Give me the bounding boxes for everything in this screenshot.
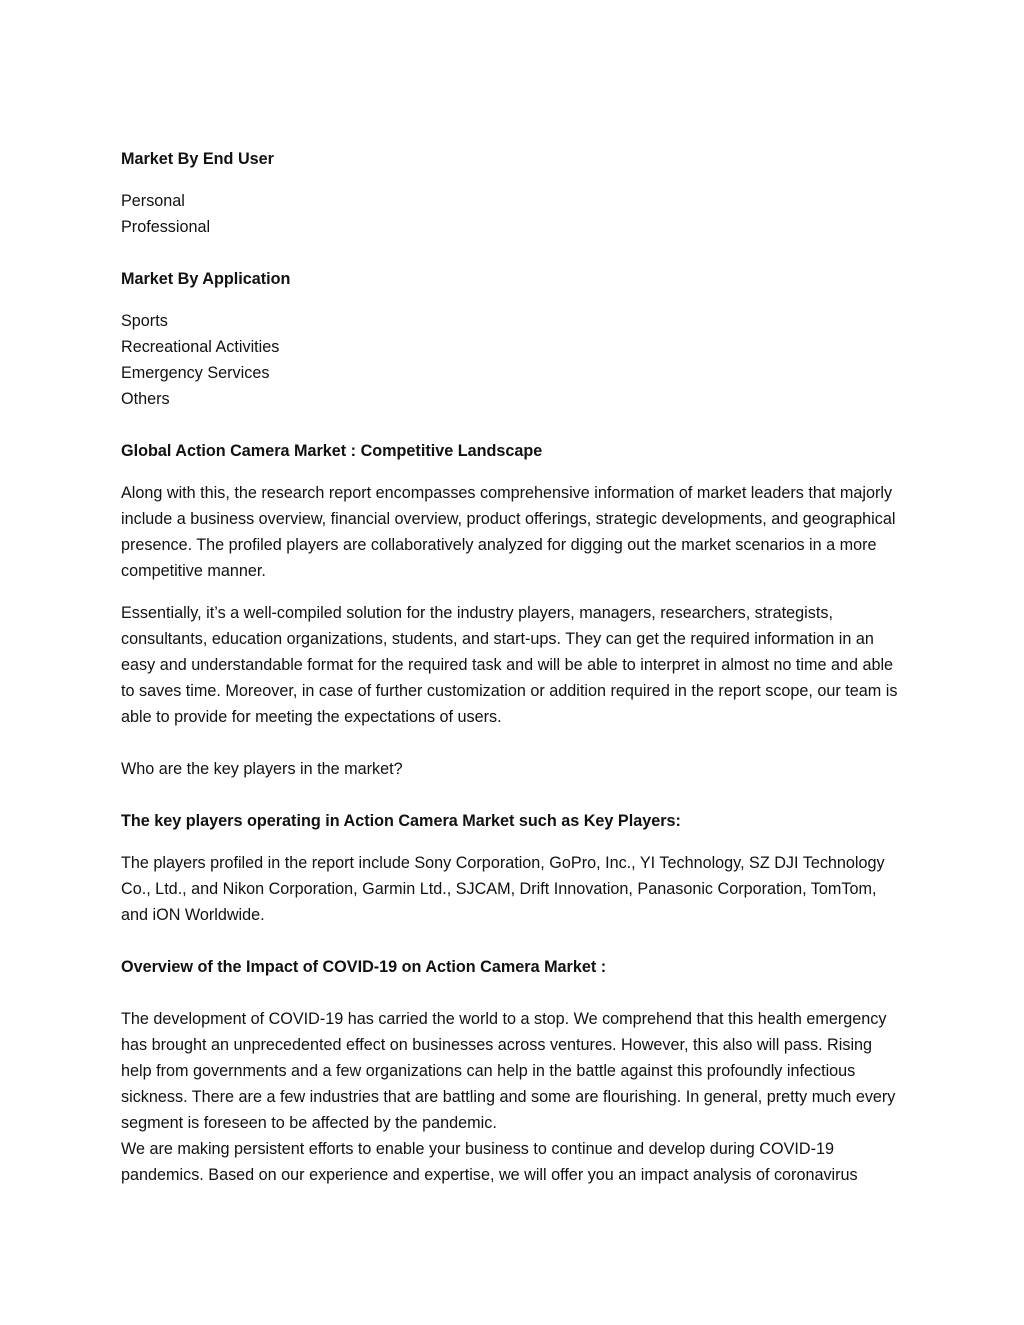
end-user-list [121, 188, 901, 240]
list-item: Professional [121, 218, 211, 236]
application-list [121, 308, 901, 412]
competitive-paragraph-1: Along with this, the research report encompasses comprehensive information of market leaders that majorly include a business overview, financial overview, product offerings, strategic developments, and geographical presence. The profiled players are collaboratively analyzed for digging out the market scenarios in a more competitive manner. [121, 484, 896, 580]
list-item: Others [121, 390, 170, 408]
application-heading: Market By Application [121, 270, 291, 288]
key-players-question: Who are the key players in the market? [121, 760, 403, 778]
covid-impact-heading: Overview of the Impact of COVID-19 on Action Camera Market : [121, 958, 607, 976]
key-players-paragraph: The players profiled in the report include Sony Corporation, GoPro, Inc., YI Technology, SZ DJI Technology Co., Ltd., and Nikon Corporation, Garmin Ltd., SJCAM, Drift Innovation, Panasonic Corporation, TomTom, and iON Worldwide. [121, 854, 885, 924]
document-page [121, 146, 901, 1204]
list-item: Personal [121, 192, 185, 210]
list-item: Sports [121, 312, 168, 330]
covid-paragraph-2: We are making persistent efforts to enable your business to continue and develop during COVID-19 pandemics. Based on our experience and expertise, we will offer you an impact analysis of coronavirus [121, 1140, 858, 1184]
end-user-heading: Market By End User [121, 150, 274, 168]
competitive-landscape-heading: Global Action Camera Market : Competitive Landscape [121, 442, 543, 460]
competitive-paragraph-2: Essentially, it’s a well-compiled solution for the industry players, managers, researchers, strategists, consultants, education organizations, students, and start-ups. They can get the required information in an easy and understandable format for the required task and will be able to interpret in almost no time and able to saves time. Moreover, in case of further customization or addition required in the report scope, our team is able to provide for meeting the expectations of users. [121, 604, 898, 726]
list-item: Recreational Activities [121, 338, 280, 356]
covid-paragraph-1: The development of COVID-19 has carried the world to a stop. We comprehend that this health emergency has brought an unprecedented effect on businesses across ventures. However, this also will pass. Rising help from governments and a few organizations can help in the battle against this profoundly infectious sickness. There are a few industries that are battling and some are flourishing. In general, pretty much every segment is foreseen to be affected by the pandemic. [121, 1010, 896, 1132]
key-players-heading: The key players operating in Action Camera Market such as Key Players: [121, 812, 681, 830]
list-item: Emergency Services [121, 364, 270, 382]
